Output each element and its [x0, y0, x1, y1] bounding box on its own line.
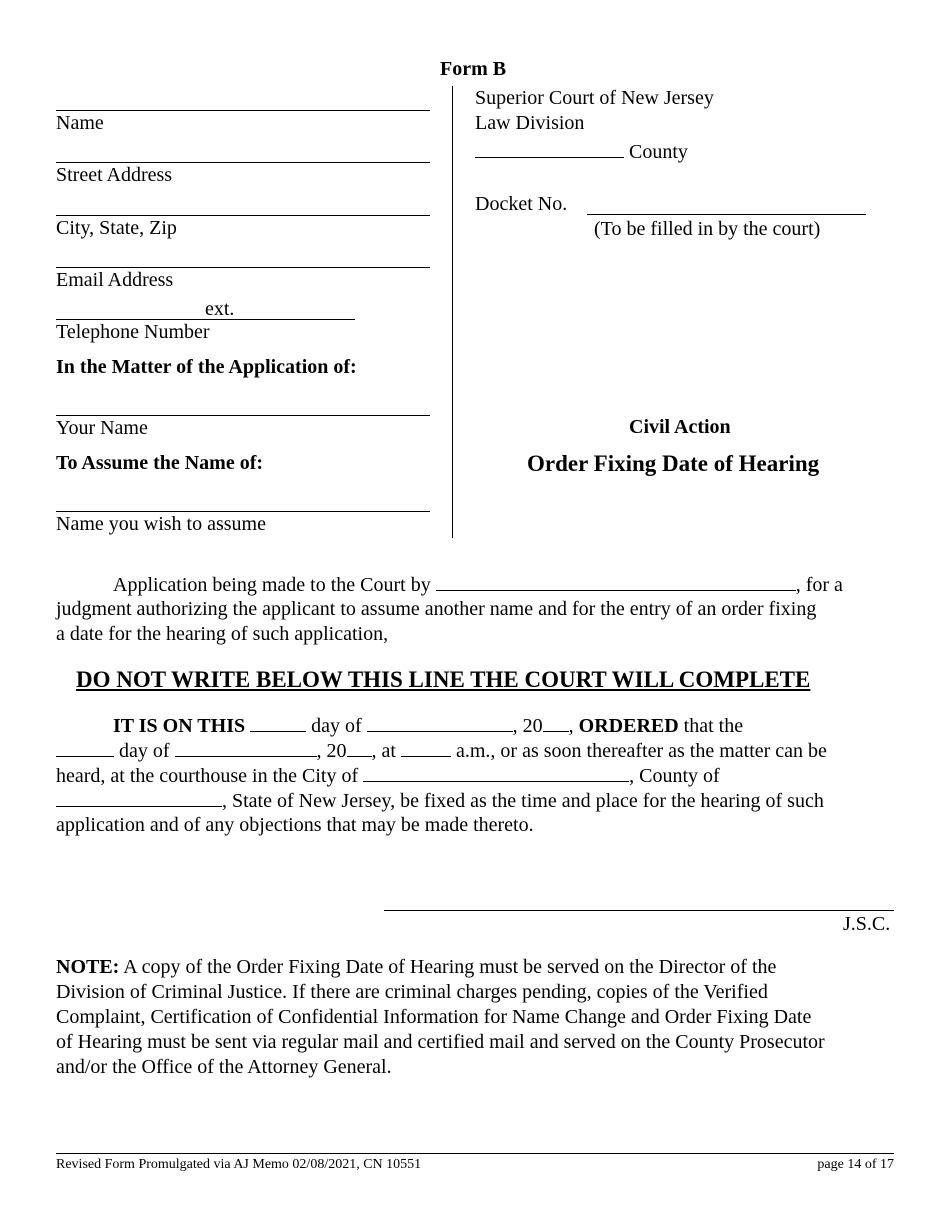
order-line-4: [56, 788, 824, 814]
caption-divider: [452, 86, 453, 538]
order-year-blank[interactable]: [543, 713, 569, 732]
application-end: , for a: [795, 574, 843, 596]
docket-field-line[interactable]: [587, 214, 866, 215]
jsc-label: J.S.C.: [843, 913, 891, 935]
email-label: Email Address: [56, 269, 174, 291]
order-month-blank[interactable]: [367, 713, 513, 732]
note-paragraph: [56, 955, 896, 1080]
your-name-label: Your Name: [56, 417, 148, 439]
wish-name-label: Name you wish to assume: [56, 513, 266, 535]
hearing-month-blank[interactable]: [175, 738, 317, 757]
note-text-1: A copy of the Order Fixing Date of Hearing must be served on the Director of the: [123, 956, 777, 978]
order-year-prefix: , 20: [512, 715, 543, 737]
hearing-county-blank[interactable]: [56, 788, 222, 807]
name-field-line[interactable]: [56, 110, 430, 111]
order-line-5: application and of any objections that may be made thereto.: [56, 814, 534, 836]
hearing-at: , at: [371, 740, 396, 762]
order-day-blank[interactable]: [250, 713, 306, 732]
county-of-text: , County of: [629, 765, 720, 787]
order-paragraph: [56, 713, 896, 838]
note-line-4: of Hearing must be sent via regular mail and certified mail and served on the County Prosecutor: [56, 1031, 825, 1053]
applicant-blank[interactable]: [436, 572, 796, 591]
note-line-1: [56, 955, 776, 980]
division-name: Law Division: [475, 112, 585, 134]
order-line-3: [56, 763, 720, 789]
hearing-year-prefix: , 20: [316, 740, 347, 762]
ordered-label: ORDERED: [578, 715, 679, 737]
heard-text: heard, at the courthouse in the City of: [56, 765, 359, 787]
hearing-day-of: day of: [119, 740, 170, 762]
civil-action-label: Civil Action: [629, 416, 731, 438]
application-paragraph: [56, 572, 896, 647]
application-line-2: judgment authorizing the applicant to assume another name and for the entry of an order fixing: [56, 598, 817, 620]
footer-rule: [56, 1153, 894, 1154]
docket-label: Docket No.: [475, 193, 568, 215]
form-label: Form B: [440, 58, 507, 80]
name-label: Name: [56, 112, 104, 134]
county-label: County: [629, 141, 688, 163]
docket-note: (To be filled in by the court): [594, 218, 821, 240]
street-label: Street Address: [56, 164, 173, 186]
it-is-on-this: IT IS ON THIS: [113, 715, 246, 737]
order-day-of: day of: [311, 715, 362, 737]
county-blank[interactable]: [475, 139, 624, 158]
state-text: , State of New Jersey, be fixed as the time and place for the hearing of such: [222, 790, 824, 812]
note-line-3: Complaint, Certification of Confidential Information for Name Change and Order Fixing Date: [56, 1006, 812, 1028]
hearing-time-blank[interactable]: [401, 738, 451, 757]
note-line-5: and/or the Office of the Attorney General.: [56, 1056, 392, 1078]
hearing-day-blank[interactable]: [56, 738, 114, 757]
court-name: Superior Court of New Jersey: [475, 87, 714, 109]
footer-revision: Revised Form Promulgated via AJ Memo 02/08/2021, CN 10551: [56, 1157, 422, 1172]
application-start: Application being made to the Court by: [113, 574, 431, 596]
telephone-label: Telephone Number: [56, 321, 210, 343]
county-line: [475, 139, 688, 165]
footer-page-number: page 14 of 17: [817, 1157, 894, 1172]
that-the: that the: [683, 715, 744, 737]
order-line-2: [56, 738, 827, 764]
order-title: Order Fixing Date of Hearing: [527, 451, 820, 476]
city-blank[interactable]: [363, 763, 629, 782]
order-line-1: IT IS ON THIS day of , 20 , ORDERED that the: [113, 715, 744, 737]
application-line-3: a date for the hearing of such application,: [56, 623, 389, 645]
note-label: NOTE:: [56, 956, 120, 978]
hearing-am-text: a.m., or as soon thereafter as the matter can be: [455, 740, 827, 762]
hearing-year-blank[interactable]: [347, 738, 372, 757]
court-complete-heading: DO NOT WRITE BELOW THIS LINE THE COURT WILL COMPLETE: [76, 667, 811, 692]
assume-heading: To Assume the Name of:: [56, 452, 264, 474]
note-line-2: Division of Criminal Justice. If there are criminal charges pending, copies of the Verified: [56, 981, 768, 1003]
ext-label: ext.: [205, 298, 235, 320]
application-line-1: [113, 572, 843, 598]
city-label: City, State, Zip: [56, 217, 177, 239]
judge-signature-line[interactable]: [384, 910, 894, 911]
matter-heading: In the Matter of the Application of:: [56, 356, 357, 378]
